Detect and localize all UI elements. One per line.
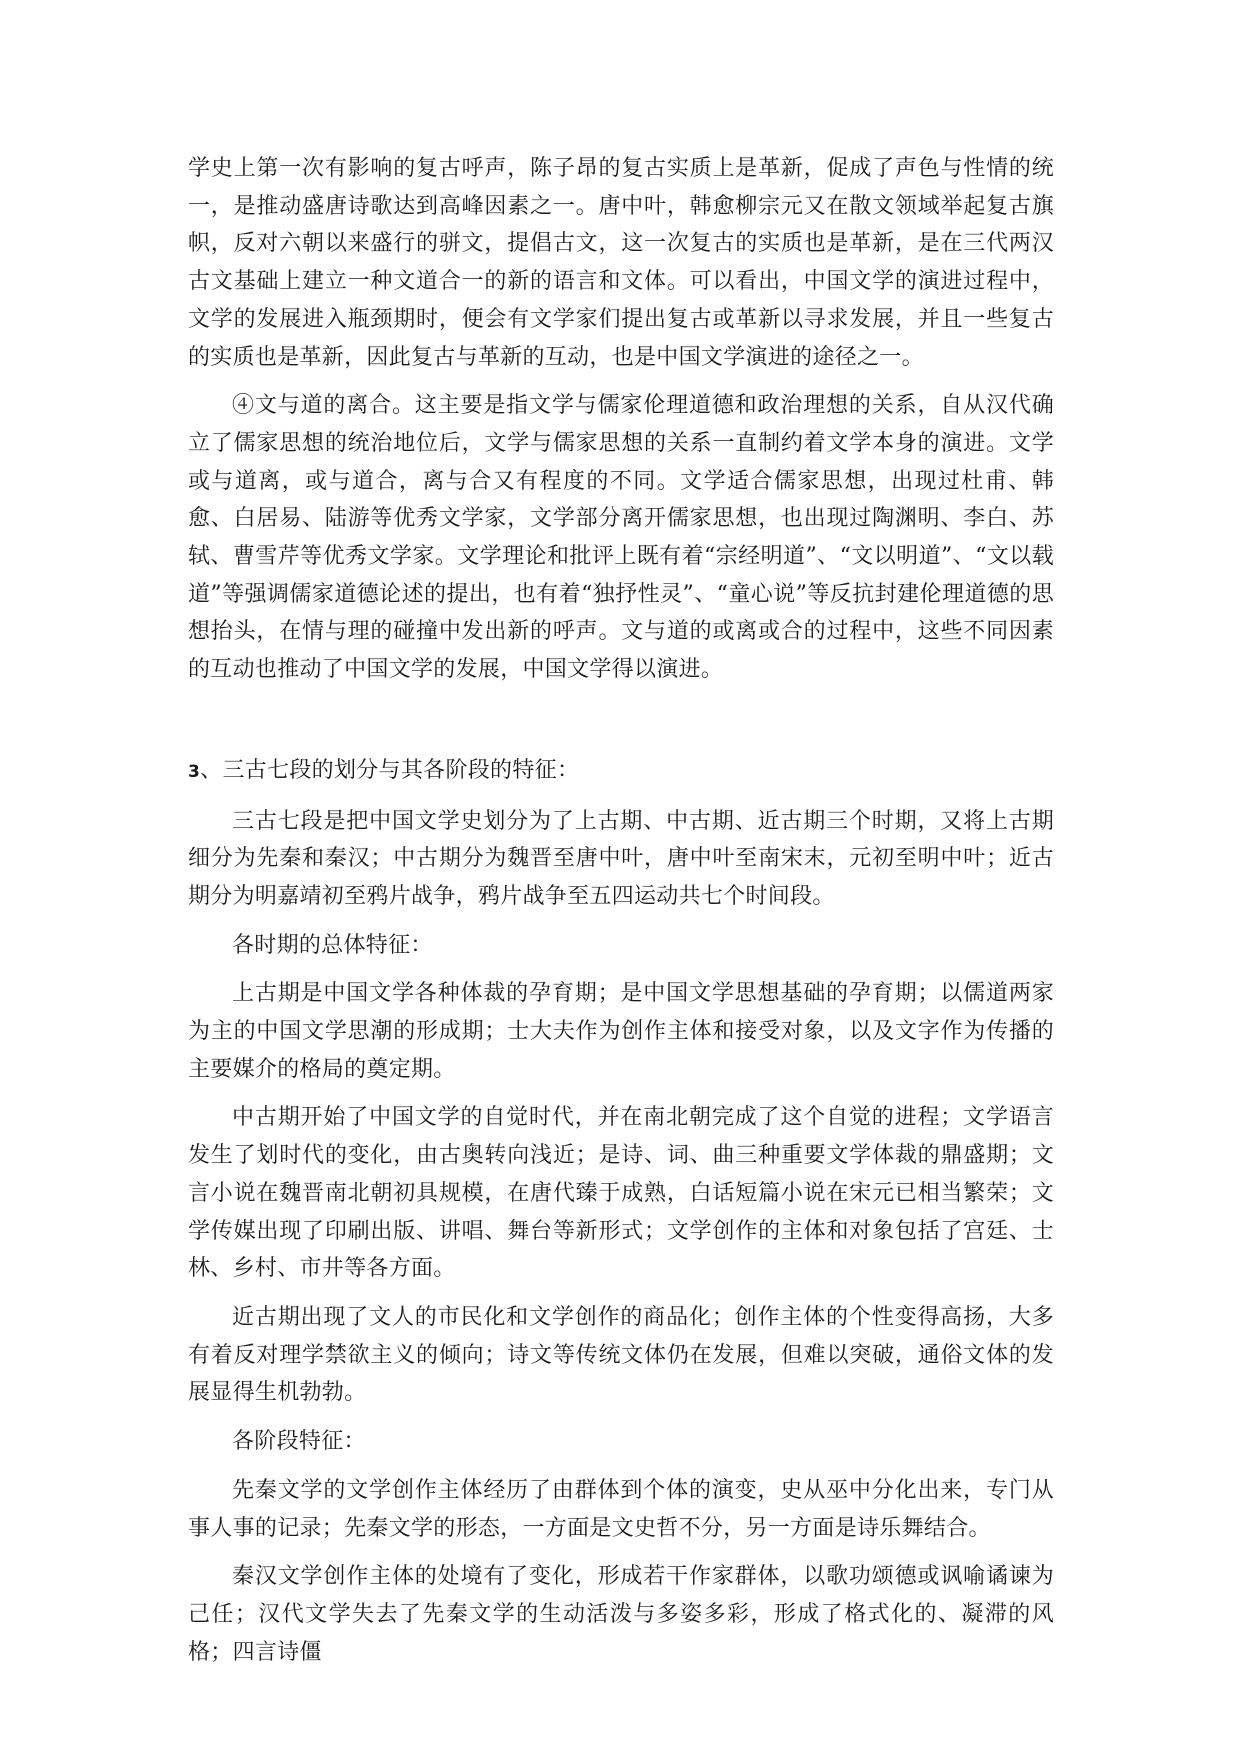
section-spacer (188, 700, 1054, 752)
paragraph-qin-han: 秦汉文学创作主体的处境有了变化，形成若干作家群体，以歌功颂德或讽喻谲谏为己任；汉代文学失去了先秦文学的生动活泼与多姿多彩，形成了格式化的、凝滞的风格；四言诗僵 (188, 1564, 1054, 1665)
paragraph-ancient-period: 上古期是中国文学各种体裁的孕育期；是中国文学思想基础的孕育期；以儒道两家为主的中国文学思潮的形成期；士大夫作为创作主体和接受对象，以及文字作为传播的主要媒介的格局的奠定期。 (188, 981, 1054, 1082)
paragraph-middle-period: 中古期开始了中国文学的自觉时代，并在南北朝完成了这个自觉的进程；文学语言发生了划时代的变化，由古奥转向浅近；是诗、词、曲三种重要文学体裁的鼎盛期；文言小说在魏晋南北朝初具规模，在唐代臻于成熟，白话短篇小说在宋元已相当繁荣；文学传媒出现了印刷出版、讲唱、舞台等新形式；文学创作的主体和对象包括了宫廷、士林、乡村、市井等各方面。 (188, 1105, 1054, 1282)
section-heading (188, 752, 1054, 792)
paragraph-period-overview-heading: 各时期的总体特征： (232, 932, 433, 958)
paragraph-revival-and-innovation: 学史上第一次有影响的复古呼声，陈子昂的复古实质上是革新，促成了声色与性情的统一，是推动盛唐诗歌达到高峰因素之一。唐中叶，韩愈柳宗元又在散文领域举起复古旗帜，反对六朝以来盛行的骈文，提倡古文，这一次复古的实质也是革新，是在三代两汉古文基础上建立一种文道合一的新的语言和文体。可以看出，中国文学的演进过程中，文学的发展进入瓶颈期时，便会有文学家们提出复古或革新以寻求发展，并且一些复古的实质也是革新，因此复古与革新的互动，也是中国文学演进的途径之一。 (188, 156, 1054, 370)
document-page (188, 150, 1054, 1682)
paragraph-three-periods-seven-stages: 三古七段是把中国文学史划分为了上古期、中古期、近古期三个时期，又将上古期细分为先秦和秦汉；中古期分为魏晋至唐中叶，唐中叶至南宋末，元初至明中叶；近古期分为明嘉靖初至鸦片战争，鸦片战争至五四运动共七个时间段。 (188, 808, 1054, 909)
paragraph-stage-features-heading: 各阶段特征： (232, 1429, 366, 1455)
section-title: 、三古七段的划分与其各阶段的特征： (200, 757, 580, 783)
section-number: 3 (188, 761, 201, 782)
paragraph-literature-and-dao: ④文与道的离合。这主要是指文学与儒家伦理道德和政治理想的关系，自从汉代确立了儒家思想的统治地位后，文学与儒家思想的关系一直制约着文学本身的演进。文学或与道离，或与道合，离与合又有程度的不同。文学适合儒家思想，出现过杜甫、韩愈、白居易、陆游等优秀文学家，文学部分离开儒家思想，也出现过陶渊明、李白、苏轼、曹雪芹等优秀文学家。文学理论和批评上既有着“宗经明道”、“文以明道”、“文以载道”等强调儒家道德论述的提出，也有着“独抒性灵”、“童心说”等反抗封建伦理道德的思想抬头，在情与理的碰撞中发出新的呼声。文与道的或离或合的过程中，这些不同因素的互动也推动了中国文学的发展，中国文学得以演进。 (188, 393, 1054, 683)
paragraph-pre-qin: 先秦文学的文学创作主体经历了由群体到个体的演变，史从巫中分化出来，专门从事人事的记录；先秦文学的形态，一方面是文史哲不分，另一方面是诗乐舞结合。 (188, 1477, 1054, 1541)
paragraph-late-period: 近古期出现了文人的市民化和文学创作的商品化；创作主体的个性变得高扬，大多有着反对理学禁欲主义的倾向；诗文等传统文体仍在发展，但难以突破，通俗文体的发展显得生机勃勃。 (188, 1304, 1054, 1406)
